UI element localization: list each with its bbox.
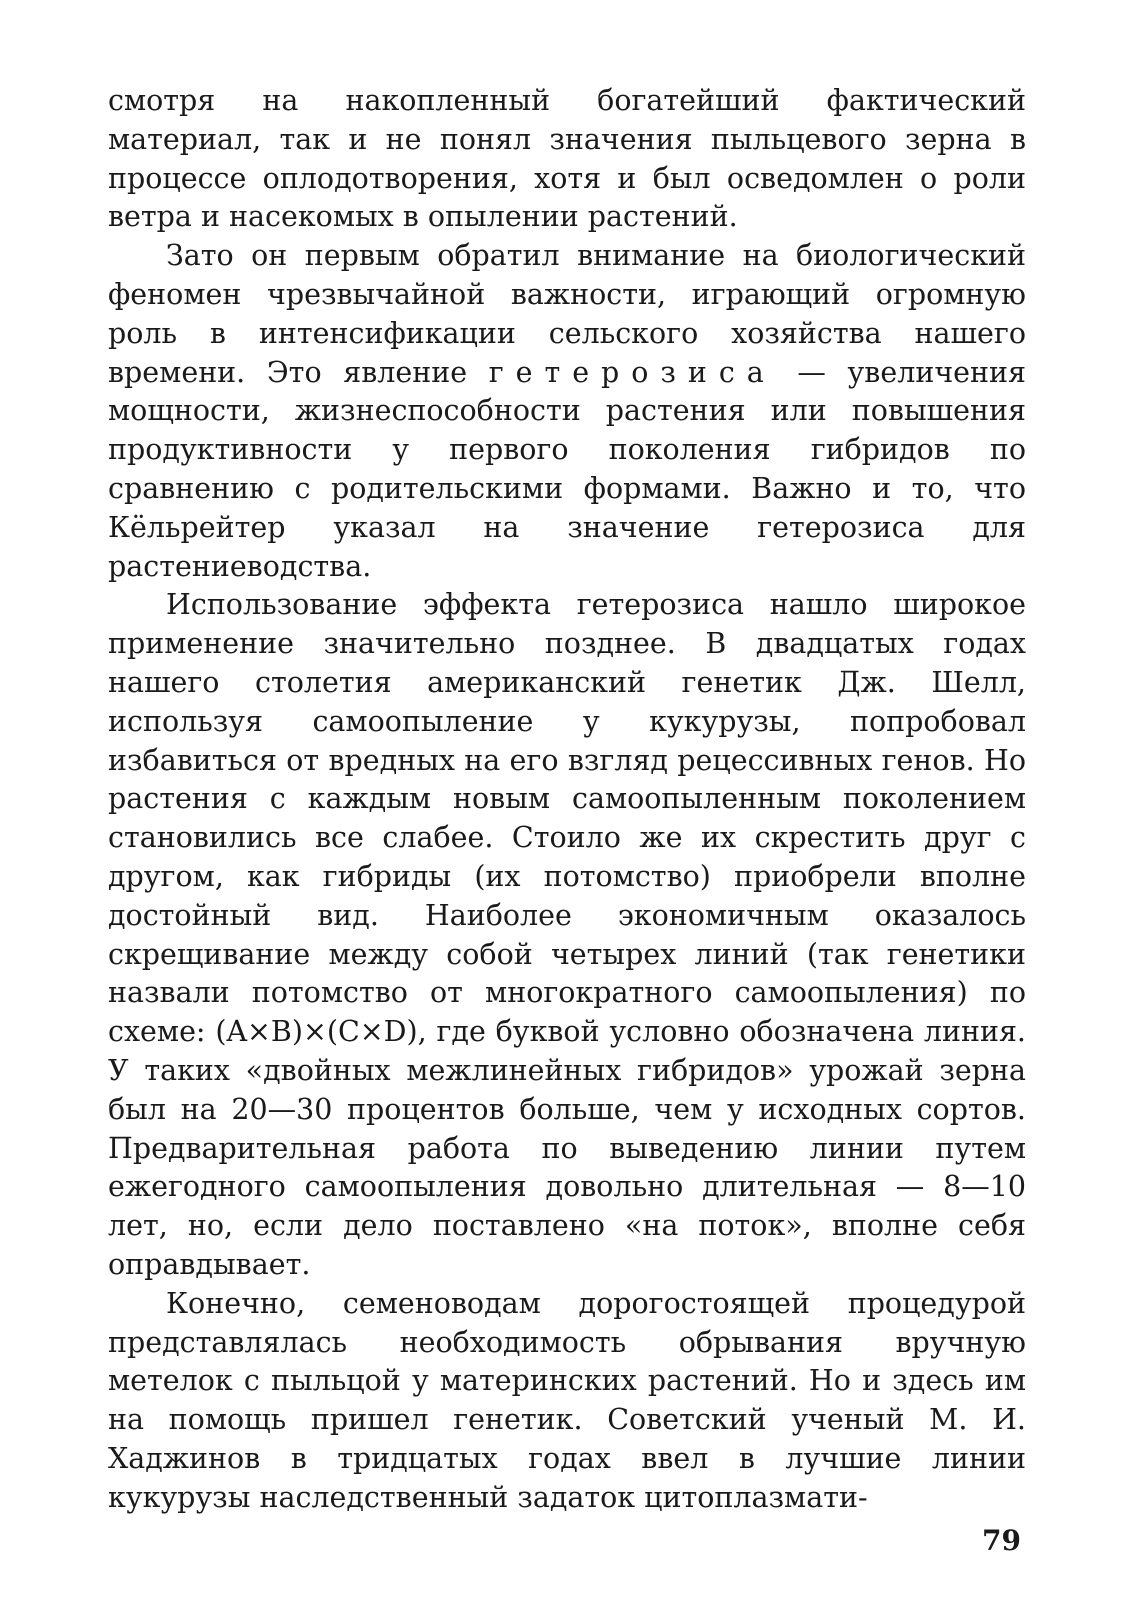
paragraph-1: смотря на накопленный богатейший фактический материал, так и не понял значения пыльцевого зерна в процессе оплодотворения, хотя и был осведомлен о роли ветра и насекомых в опылении растений.	[108, 84, 1026, 234]
spaced-term-heterosis: гетерозиса	[488, 355, 776, 389]
paragraph-2	[108, 237, 1026, 586]
paragraph-4: Конечно, семеноводам дорогостоящей процедурой представлялась необходимость обрывания вручную метелок с пыльцой у материнских растений. Но и здесь им на помощь пришел генетик. Советский ученый М. И. Хаджинов в тридцатых годах ввел в лучшие линии кукурузы наследственный задаток цитоплазмати-	[108, 1286, 1026, 1514]
page-number: 79	[982, 1524, 1021, 1557]
paragraph-3: Использование эффекта гетерозиса нашло широкое применение значительно позднее. В двадцатых годах нашего столетия американский генетик Дж. Шелл, используя самоопыление у кукурузы, попробовал избавиться от вредных на его взгляд рецессивных генов. Но растения с каждым новым самоопыленным поколением становились все слабее. Стоило же их скрестить друг с другом, как гибриды (их потомство) приобрели вполне достойный вид. Наиболее экономичным оказалось скрещивание между собой четырех линий (так генетики назвали потомство от многократного самоопыления) по схеме: (A×B)×(C×D), где буквой условно обозначена линия. У таких «двойных межлинейных гибридов» урожай зерна был на 20—30 процентов больше, чем у исходных сортов. Предварительная работа по выведению линии путем ежегодного самоопыления довольно длительная — 8—10 лет, но, если дело поставлено «на поток», вполне себя оправдывает.	[108, 588, 1026, 1281]
book-page-text	[108, 82, 1026, 1517]
paragraph-2-end: — увеличения мощности, жизнеспособности растения или повышения продуктивности у первого поколения гибридов по сравнению с родительскими формами. Важно и то, что Кёльрейтер указал на значение гетерозиса для растениеводства.	[108, 355, 1026, 583]
paragraph-2-start: Зато он первым обратил внимание на биологический феномен чрезвычайной важности, играющий огромную роль в интенсификации сельского хозяйства нашего времени. Это явление	[108, 239, 1026, 389]
